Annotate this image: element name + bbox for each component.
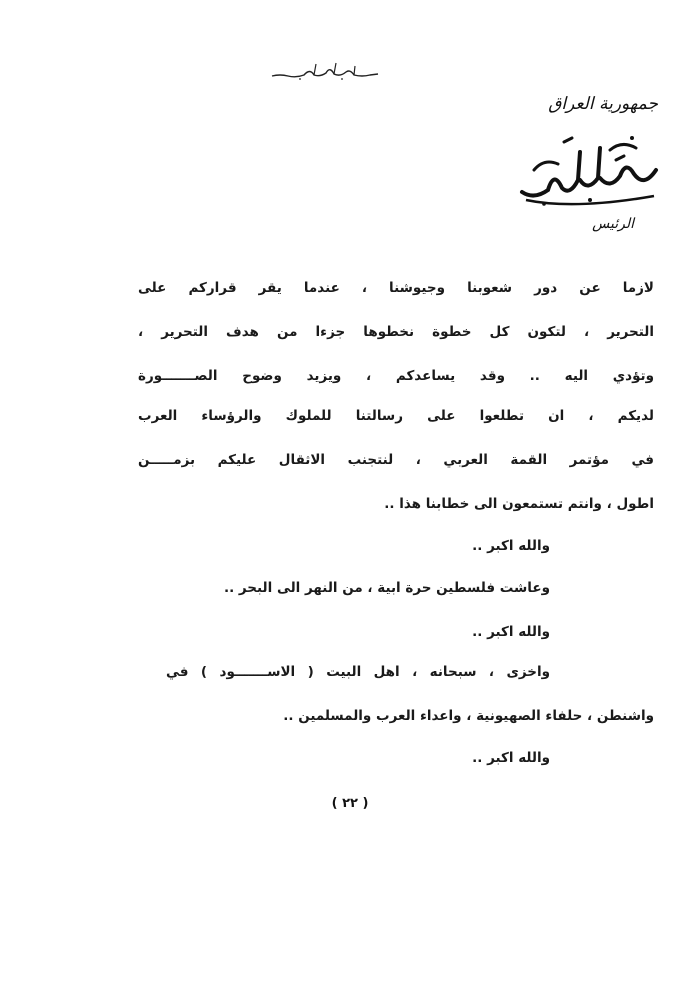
body-line-12: والله اكبر .. bbox=[472, 750, 550, 766]
body-line-9: والله اكبر .. bbox=[472, 624, 550, 640]
page-number: ( ٢٢ ) bbox=[331, 796, 369, 811]
body-line-5: في مؤتمر القمة العربي ، لنتجنب الاثقال عليكم بزمـــــن bbox=[138, 452, 654, 468]
body-line-2: التحرير ، لتكون كل خطوة نخطوها جزءا من هدف التحرير ، bbox=[138, 324, 654, 340]
body-line-11: واشنطن ، حلفاء الصهيونية ، واعداء العرب والمسلمين .. bbox=[283, 708, 654, 724]
body-line-8: وعاشت فلسطين حرة ابية ، من النهر الى البحر .. bbox=[223, 580, 550, 596]
signatory-role: الرئيس bbox=[592, 216, 634, 232]
presidency-calligraphic-seal bbox=[514, 130, 662, 210]
body-line-1: لازما عن دور شعوبنا وجيوشنا ، عندما يقر قراركم على bbox=[138, 280, 654, 296]
body-line-7: والله اكبر .. bbox=[472, 538, 550, 554]
body-line-10: واخزى ، سبحانه ، اهل البيت ( الاســـــــود ) في bbox=[166, 664, 550, 680]
body-line-3: وتؤدي اليه .. وقد يساعدكم ، ويزيد وضوح الصـــــــورة bbox=[138, 368, 654, 384]
body-line-6: اطول ، وانتم تستمعون الى خطابنا هذا .. bbox=[384, 496, 654, 512]
letterhead bbox=[512, 92, 662, 232]
body-line-4: لديكم ، ان تطلعوا على رسالتنا للملوك والرؤساء العرب bbox=[138, 408, 654, 424]
country-title: جمهورية العراق bbox=[548, 94, 658, 114]
basmala-calligraphy bbox=[270, 60, 380, 82]
